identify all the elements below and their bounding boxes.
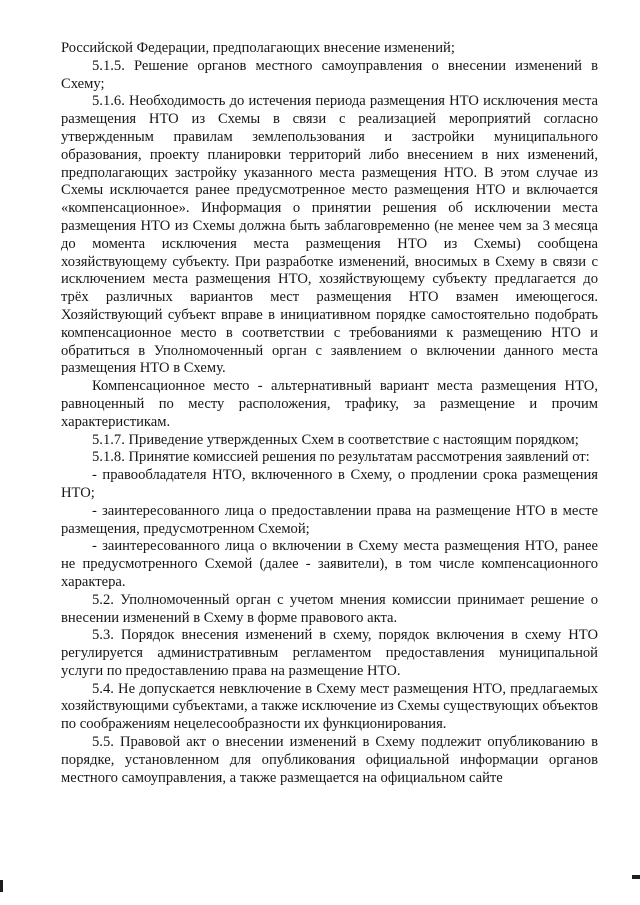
paragraph-5-4: 5.4. Не допускается невключение в Схему мест размещения НТО, предлагаемых хозяйствующими субъектами, а также исключение из Схемы существующих объектов по соображениям нецелесообразности их функционирования. [61,680,598,733]
paragraph-5-1-8: 5.1.8. Принятие комиссией решения по результатам рассмотрения заявлений от: [92,449,590,466]
paragraph-5-1-7: 5.1.7. Приведение утвержденных Схем в соответствие с настоящим порядком; [92,431,579,448]
document-body [61,40,598,787]
paragraph-compensation-definition: Компенсационное место - альтернативный вариант места размещения НТО, равноценный по месту расположения, трафику, за размещение и прочим характеристикам. [61,378,598,430]
list-item-interested-party-inclusion: - заинтересованного лица о включении в Схему места размещения НТО, ранее не предусмотренного Схемой (далее - заявители), в том числе компенсационного характера. [61,538,598,590]
paragraph-5-5: 5.5. Правовой акт о внесении изменений в Схему подлежит опубликованию в порядке, установленном для опубликования официальной информации органов местного самоуправления, а также размещается на официальном сайте [61,734,598,786]
list-item-interested-party-right: - заинтересованного лица о предоставлении права на размещение НТО в месте размещения, предусмотренном Схемой; [61,502,598,537]
scan-edge-mark-left [0,880,3,892]
paragraph-5-3: 5.3. Порядок внесения изменений в схему, порядок включения в схему НТО регулируется административным регламентом предоставления муниципальной услуги по предоставлению права на размещение НТО. [61,627,598,679]
paragraph-5-1-6: 5.1.6. Необходимость до истечения периода размещения НТО исключения места размещения НТО из Схемы в связи с реализацией мероприятий согласно утвержденным правилам землепользования и застройки муниципального образования, проекту планировки территорий либо внесением в них изменений, предполагающих застройку указанного места размещения НТО. В этом случае из Схемы исключается ранее предусмотренное место размещения НТО и включается «компенсационное». Информация о принятии решения об исключении места размещения НТО из Схемы должна быть заблаговременно (не менее чем за 3 месяца до момента исключения места размещения НТО из Схемы) сообщена хозяйствующему субъекту. При разработке изменений, вносимых в Схему в связи с исключением места размещения НТО, хозяйствующему субъекту предлагается до трёх различных вариантов мест размещения НТО взамен имеющегося. Хозяйствующий субъект вправе в инициативном порядке самостоятельно подобрать компенсационное место в соответствии с требованиями к размещению НТО и обратиться в Уполномоченный орган с заявлением о включении данного места размещения НТО в Схему. [61,93,598,377]
paragraph-5-2: 5.2. Уполномоченный орган с учетом мнения комиссии принимает решение о внесении изменений в Схему в форме правового акта. [61,591,598,626]
paragraph-continuation: Российской Федерации, предполагающих внесение изменений; [61,40,455,56]
paragraph-5-1-5: 5.1.5. Решение органов местного самоуправления о внесении изменений в Схему; [61,57,598,92]
scan-edge-mark-right [632,875,640,879]
list-item-rightholder: - правообладателя НТО, включенного в Схему, о продлении срока размещения НТО; [61,467,598,501]
